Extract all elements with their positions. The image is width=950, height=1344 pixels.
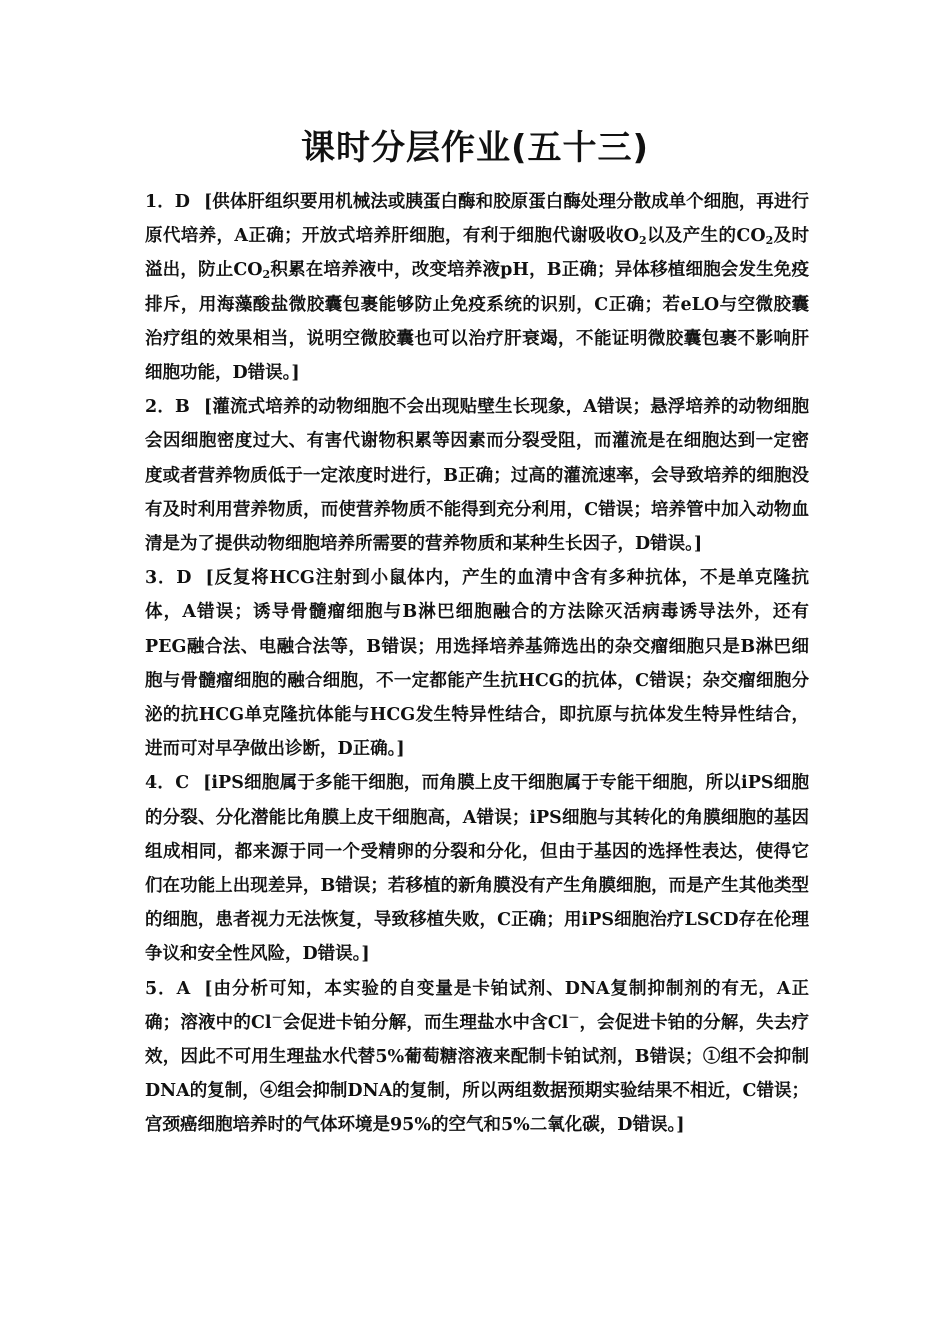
- item-answer: D: [176, 568, 192, 589]
- item-answer: D: [174, 192, 190, 212]
- item-explanation-cont: 以及产生的CO: [646, 226, 766, 247]
- item-number: 4．: [145, 773, 176, 794]
- item-number: 1．: [145, 192, 175, 212]
- item-explanation-cont: ，会促进卡铂的分解，失去疗效，因此不可用生理盐水代替5%葡萄糖溶液来配制卡铂试剂，B错误；①组不会抑制DNA的复制，④组会抑制DNA的复制，所以两组数据预期实验结果不相近，C错误；宫颈癌细胞培养时的气体环境是95%的空气和5%二氧化碳，D错误。]: [145, 1012, 809, 1136]
- item-number: 3．: [145, 568, 177, 589]
- item-explanation: [由分析可知，本实验的自变量是卡铂试剂、DNA复制抑制剂的有无，A正确；溶液中的Cl: [145, 978, 809, 1033]
- item-explanation: [灌流式培养的动物细胞不会出现贴壁生长现象，A错误；悬浮培养的动物细胞会因细胞密度过大、有害代谢物积累等因素而分裂受阻，而灌流是在细胞达到一定密度或者营养物质低于一定浓度时进行，B正确；过高的灌流速率，会导致培养的细胞没有及时利用营养物质，而使营养物质不能得到充分利用，C错误；培养管中加入动物血清是为了提供动物细胞培养所需要的营养物质和某种生长因子，D错误。]: [145, 397, 809, 555]
- item-number: 5．: [145, 978, 177, 999]
- item-explanation-cont: 及时溢出，防止CO: [145, 226, 809, 281]
- answer-item-1: [145, 185, 809, 390]
- item-explanation-cont: 积累在培养液中，改变培养液pH，B正确；异体移植细胞会发生免疫排斥，用海藻酸盐微胶囊包裹能够防止免疫系统的识别，C正确；若eLO与空微胶囊治疗组的效果相当，说明空微胶囊也可以治疗肝衰竭，不能证明微胶囊包裹不影响肝细胞功能，D错误。]: [145, 260, 809, 384]
- answer-item-5: [145, 972, 809, 1143]
- superscript: －: [271, 1010, 283, 1024]
- superscript: －: [568, 1010, 580, 1024]
- item-explanation: [反复将HCG注射到小鼠体内，产生的血清中含有多种抗体，不是单克隆抗体，A错误；诱导骨髓瘤细胞与B淋巴细胞融合的方法除灭活病毒诱导法外，还有PEG融合法、电融合法等，B错误；用选择培养基筛选出的杂交瘤细胞只是B淋巴细胞与骨髓瘤细胞的融合细胞，不一定都能产生抗HCG的抗体，C错误；杂交瘤细胞分泌的抗HCG单克隆抗体能与HCG发生特异性结合，即抗原与抗体发生特异性结合，进而可对早孕做出诊断，D正确。]: [145, 568, 809, 760]
- item-answer: B: [175, 397, 190, 418]
- item-answer: A: [176, 978, 191, 999]
- item-explanation: [供体肝组织要用机械法或胰蛋白酶和胶原蛋白酶处理分散成单个细胞，再进行原代培养，A正确；开放式培养肝细胞，有利于细胞代谢吸收O: [145, 192, 809, 247]
- subscript: 2: [638, 234, 647, 248]
- item-explanation-cont: 会促进卡铂分解，而生理盐水中含Cl: [282, 1012, 569, 1033]
- item-number: 2．: [145, 397, 176, 418]
- answer-item-3: [145, 561, 809, 766]
- subscript: 2: [262, 268, 271, 282]
- item-explanation: [iPS细胞属于多能干细胞，而角膜上皮干细胞属于专能干细胞，所以iPS细胞的分裂、分化潜能比角膜上皮干细胞高，A错误；iPS细胞与其转化的角膜细胞的基因组成相同，都来源于同一个受精卵的分裂和分化，但由于基因的选择性表达，使得它们在功能上出现差异，B错误；若移植的新角膜没有产生角膜细胞，而是产生其他类型的细胞，患者视力无法恢复，导致移植失败，C正确；用iPS细胞治疗LSCD存在伦理争议和安全性风险，D错误。]: [145, 773, 809, 965]
- page-title: 课时分层作业(五十三): [300, 128, 650, 168]
- item-answer: C: [175, 773, 190, 794]
- answer-item-2: [145, 390, 809, 561]
- answer-list: [145, 185, 809, 1143]
- answer-item-4: [145, 766, 809, 971]
- subscript: 2: [765, 234, 774, 248]
